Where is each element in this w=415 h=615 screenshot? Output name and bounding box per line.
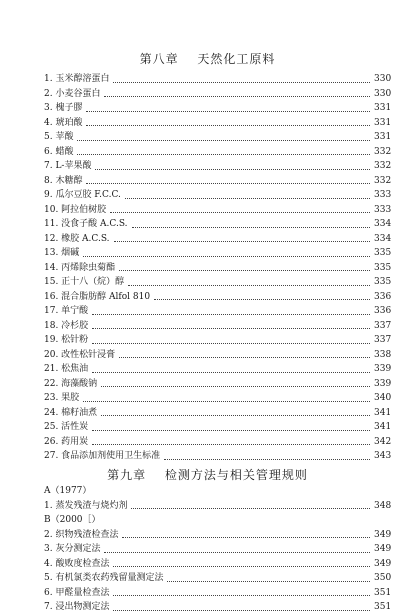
dot-leader bbox=[92, 443, 370, 445]
toc-entry[interactable] bbox=[44, 528, 390, 543]
toc-entry[interactable] bbox=[44, 420, 390, 435]
toc-entry-title: 25. 活性炭 bbox=[44, 422, 89, 432]
toc-entry-title: 16. 混合脂肪醇 Alfol 810 bbox=[44, 291, 151, 302]
toc-entry-page-number: 339 bbox=[374, 364, 392, 374]
toc-entry-page-number: 330 bbox=[374, 88, 392, 99]
dot-leader bbox=[77, 153, 370, 155]
toc-entry-title: 5. 有机氯类农药残留量测定法 bbox=[44, 573, 164, 583]
toc-entry-page-number: 332 bbox=[374, 146, 392, 157]
toc-entry[interactable] bbox=[44, 159, 390, 174]
dot-leader bbox=[113, 594, 370, 596]
toc-entry-page-number: 332 bbox=[374, 175, 392, 186]
toc-entry[interactable] bbox=[44, 333, 390, 348]
toc-entry-page-number: 348 bbox=[374, 500, 392, 511]
dot-leader bbox=[86, 182, 370, 184]
toc-entry-page-number: 331 bbox=[374, 117, 392, 128]
toc-entry-page-number: 336 bbox=[374, 306, 392, 316]
toc-entry-title: 1. 玉米醇溶蛋白 bbox=[44, 74, 110, 84]
toc-entry-page-number: 351 bbox=[374, 587, 392, 598]
toc-entry[interactable] bbox=[44, 304, 390, 319]
toc-entry-title: 3. 灰分测定法 bbox=[44, 544, 101, 554]
dot-leader bbox=[119, 356, 370, 358]
toc-entry[interactable] bbox=[44, 188, 390, 203]
toc-entry-page-number: 334 bbox=[374, 233, 392, 244]
section-a-heading: A（1977） bbox=[44, 486, 92, 496]
toc-entry-page-number: 351 bbox=[374, 602, 392, 612]
toc-entry-title: 17. 单宁酸 bbox=[44, 306, 89, 316]
toc-entry[interactable] bbox=[44, 116, 390, 131]
toc-entry[interactable] bbox=[44, 72, 390, 87]
toc-entry-page-number: 335 bbox=[374, 248, 392, 258]
toc-entry-title: 19. 松针粉 bbox=[44, 335, 89, 345]
toc-entry-page-number: 339 bbox=[374, 378, 392, 389]
toc-entry[interactable] bbox=[44, 290, 390, 305]
toc-entry-page-number: 337 bbox=[374, 335, 392, 345]
toc-entry-page-number: 350 bbox=[374, 573, 392, 583]
toc-entry-page-number: 334 bbox=[374, 219, 392, 229]
toc-entry-page-number: 335 bbox=[374, 262, 392, 273]
toc-entry-title: 4. 琥珀酸 bbox=[44, 117, 83, 128]
toc-entry[interactable] bbox=[44, 499, 390, 514]
dot-leader bbox=[122, 536, 370, 538]
toc-entry-page-number: 333 bbox=[374, 204, 392, 215]
dot-leader bbox=[92, 327, 370, 329]
toc-entry[interactable] bbox=[44, 319, 390, 334]
dot-leader bbox=[113, 565, 370, 567]
toc-entry[interactable] bbox=[44, 232, 390, 247]
toc-entry[interactable] bbox=[44, 362, 390, 377]
toc-entry-page-number: 331 bbox=[374, 103, 392, 113]
dot-leader bbox=[128, 284, 370, 286]
toc-entry-page-number: 338 bbox=[374, 349, 392, 360]
toc-entry[interactable] bbox=[44, 542, 390, 557]
toc-entry-page-number: 337 bbox=[374, 320, 392, 331]
toc-entry-page-number: 341 bbox=[374, 407, 392, 418]
toc-entry-title: 26. 药用炭 bbox=[44, 436, 89, 447]
dot-leader bbox=[92, 313, 370, 315]
dot-leader bbox=[104, 551, 370, 553]
chapter-8-entries bbox=[44, 72, 390, 464]
dot-leader bbox=[113, 609, 370, 611]
dot-leader bbox=[86, 110, 370, 112]
dot-leader bbox=[114, 240, 370, 242]
toc-entry-title: 1. 蒸发残渣与烧灼剂 bbox=[44, 500, 128, 511]
toc-entry[interactable] bbox=[44, 391, 390, 406]
dot-leader bbox=[77, 139, 370, 141]
dot-leader bbox=[154, 298, 370, 300]
dot-leader bbox=[92, 429, 370, 431]
dot-leader bbox=[167, 580, 370, 582]
dot-leader bbox=[110, 211, 370, 213]
toc-entry-title: 2. 小麦谷蛋白 bbox=[44, 88, 101, 99]
dot-leader bbox=[86, 124, 370, 126]
toc-entry-title: 8. 木糖醇 bbox=[44, 175, 83, 186]
toc-entry[interactable] bbox=[44, 130, 390, 145]
toc-entry[interactable] bbox=[44, 600, 390, 615]
toc-entry[interactable] bbox=[44, 246, 390, 261]
toc-entry-page-number: 335 bbox=[374, 277, 392, 287]
chapter-8-title: 天然化工原料 bbox=[197, 52, 276, 66]
toc-entry[interactable] bbox=[44, 557, 390, 572]
toc-entry[interactable] bbox=[44, 406, 390, 421]
toc-entry[interactable] bbox=[44, 377, 390, 392]
toc-entry-page-number: 349 bbox=[374, 544, 392, 554]
toc-entry[interactable] bbox=[44, 203, 390, 218]
toc-entry-title: 27. 食品添加剂使用卫生标准 bbox=[44, 451, 161, 461]
toc-entry[interactable] bbox=[44, 145, 390, 160]
dot-leader bbox=[132, 226, 370, 228]
toc-entry-page-number: 342 bbox=[374, 436, 392, 447]
chapter-9-title: 检测方法与相关管理规则 bbox=[164, 468, 308, 482]
toc-entry[interactable] bbox=[44, 87, 390, 102]
section-b-heading: B（2000［） bbox=[44, 515, 101, 525]
dot-leader bbox=[125, 197, 370, 199]
dot-leader bbox=[101, 385, 370, 387]
toc-entry-page-number: 330 bbox=[374, 74, 392, 84]
toc-entry-title: 24. 棉籽油煮 bbox=[44, 407, 98, 418]
dot-leader bbox=[92, 342, 370, 344]
dot-leader bbox=[119, 269, 370, 271]
toc-entry-title: 7. L-苹果酸 bbox=[44, 161, 92, 171]
toc-entry-title: 23. 果胶 bbox=[44, 393, 80, 403]
chapter-8-number: 第八章 bbox=[139, 52, 179, 66]
chapter-8-heading bbox=[0, 50, 415, 67]
toc-entry-title: 2. 织物残渣检查法 bbox=[44, 529, 119, 540]
chapter-9-heading bbox=[0, 466, 415, 483]
toc-entry-page-number: 340 bbox=[374, 393, 392, 403]
toc-entry[interactable] bbox=[44, 275, 390, 290]
toc-entry-title: 15. 正十八（烷）醇 bbox=[44, 277, 125, 287]
dot-leader bbox=[92, 371, 370, 373]
chapter-9-entries bbox=[44, 484, 390, 615]
toc-entry-title: 5. 苹酸 bbox=[44, 132, 74, 142]
toc-entry-page-number: 333 bbox=[374, 190, 392, 200]
toc-entry[interactable] bbox=[44, 586, 390, 601]
toc-entry-page-number: 349 bbox=[374, 529, 392, 540]
chapter-9-number: 第九章 bbox=[107, 468, 147, 482]
toc-entry-title: 6. 甲醛量检查法 bbox=[44, 587, 110, 598]
toc-entry-title: 3. 槐子膠 bbox=[44, 103, 83, 113]
dot-leader bbox=[101, 414, 370, 416]
toc-entry[interactable] bbox=[44, 571, 390, 586]
toc-entry[interactable] bbox=[44, 348, 390, 363]
toc-entry[interactable] bbox=[44, 101, 390, 116]
toc-entry-title: 22. 海藻酸钠 bbox=[44, 378, 98, 389]
toc-entry-title: 21. 松焦油 bbox=[44, 364, 89, 374]
dot-leader bbox=[131, 507, 370, 509]
toc-entry-title: 10. 阿拉伯树胶 bbox=[44, 204, 107, 215]
toc-entry-title: 4. 酸败度检查法 bbox=[44, 558, 110, 569]
dot-leader bbox=[104, 95, 370, 97]
toc-entry-title: 6. 蜡酸 bbox=[44, 146, 74, 157]
toc-entry-title: 11. 没食子酸 A.C.S. bbox=[44, 219, 128, 229]
toc-entry-title: 13. 烟碱 bbox=[44, 248, 80, 258]
toc-entry[interactable] bbox=[44, 174, 390, 189]
toc-entry[interactable] bbox=[44, 435, 390, 450]
toc-entry-page-number: 332 bbox=[374, 161, 392, 171]
dot-leader bbox=[83, 400, 370, 402]
toc-entry-title: 14. 丙烯除虫菊酯 bbox=[44, 262, 116, 273]
toc-entry-page-number: 331 bbox=[374, 132, 392, 142]
toc-entry-title: 18. 冷杉胶 bbox=[44, 320, 89, 331]
dot-leader bbox=[95, 168, 370, 170]
toc-entry-title: 7. 浸出物测定法 bbox=[44, 602, 110, 612]
toc-entry-page-number: 343 bbox=[374, 451, 392, 461]
toc-entry-title: 12. 橡胶 A.C.S. bbox=[44, 233, 110, 244]
dot-leader bbox=[83, 255, 370, 257]
dot-leader bbox=[113, 81, 370, 83]
toc-entry-page-number: 336 bbox=[374, 291, 392, 302]
toc-entry-title: 20. 改性松针浸膏 bbox=[44, 349, 116, 360]
toc-entry-page-number: 341 bbox=[374, 422, 392, 432]
toc-entry-title: 9. 瓜尔豆胶 F.C.C. bbox=[44, 190, 121, 200]
dot-leader bbox=[164, 458, 370, 460]
toc-entry[interactable] bbox=[44, 449, 390, 464]
toc-entry[interactable] bbox=[44, 261, 390, 276]
toc-entry-page-number: 349 bbox=[374, 558, 392, 569]
toc-entry[interactable] bbox=[44, 217, 390, 232]
